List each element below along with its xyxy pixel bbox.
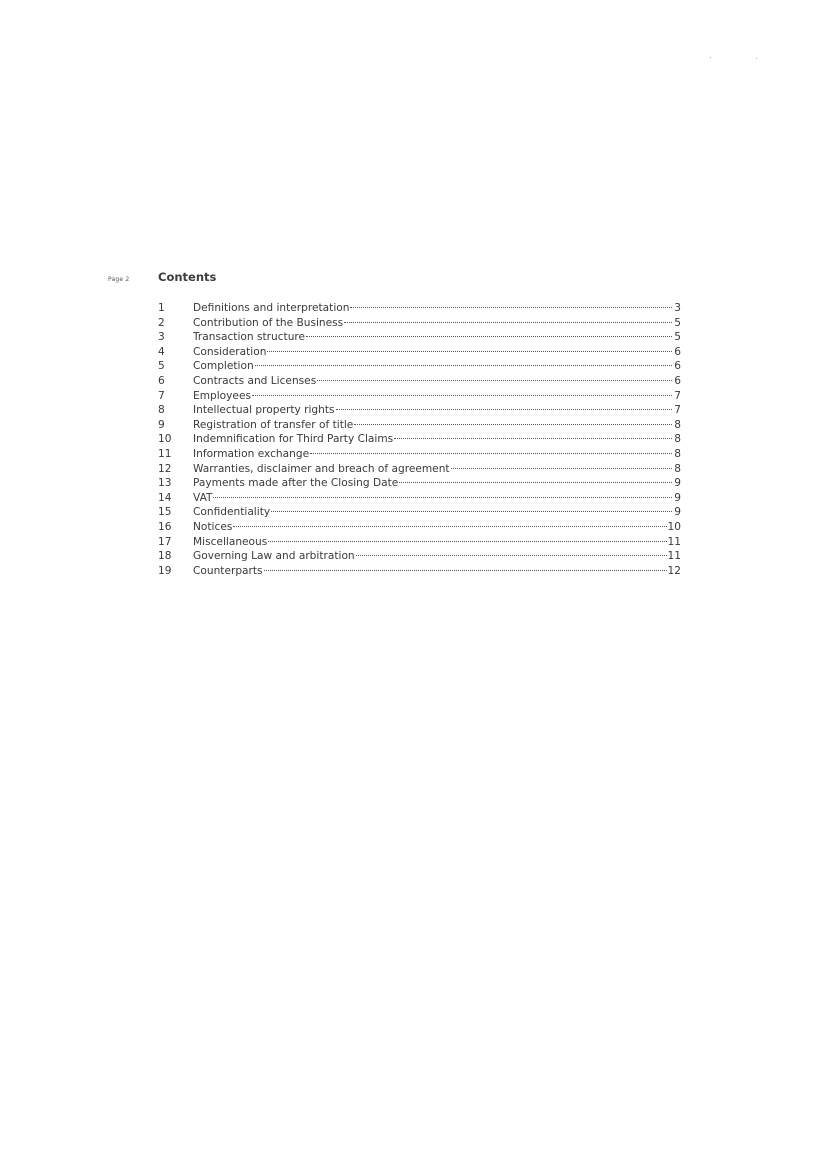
toc-entry-page: 9 (674, 491, 681, 504)
toc-entry-number: 11 (158, 447, 172, 460)
toc-entry-title: Intellectual property rights (193, 404, 335, 417)
toc-entry-page: 11 (667, 535, 681, 548)
toc-entry-title: Transaction structure (193, 331, 306, 344)
toc-entry-number: 13 (158, 477, 172, 490)
toc-entry-title: Registration of transfer of title (193, 418, 354, 431)
toc-entry (158, 462, 681, 477)
toc-entry (158, 564, 681, 579)
contents-heading: Contents (158, 270, 217, 284)
toc-entry (158, 549, 681, 564)
toc-entry-page: 5 (674, 316, 681, 329)
toc-entry-number: 14 (158, 491, 172, 504)
toc-entry-page: 12 (667, 564, 681, 577)
toc-entry-page: 10 (667, 520, 681, 533)
toc-entry (158, 345, 681, 360)
toc-entry-number: 3 (158, 331, 165, 344)
toc-entry-title: Warranties, disclaimer and breach of agreement (193, 462, 450, 475)
toc-entry (158, 359, 681, 374)
toc-entry (158, 447, 681, 462)
toc-entry-number: 6 (158, 374, 165, 387)
toc-entry (158, 505, 681, 520)
toc-entry-title: Consideration (193, 345, 267, 358)
toc-entry-title: Confidentiality (193, 506, 271, 519)
toc-entry-number: 10 (158, 433, 172, 446)
toc-entry-page: 5 (674, 331, 681, 344)
toc-entry-number: 2 (158, 316, 165, 329)
toc-dot-leader (306, 336, 672, 337)
table-of-contents (158, 301, 681, 578)
toc-dot-leader (394, 438, 672, 439)
toc-entry (158, 535, 681, 550)
toc-dot-leader (252, 395, 672, 396)
toc-entry-number: 8 (158, 404, 165, 417)
toc-entry-title: Contribution of the Business (193, 316, 344, 329)
toc-entry-title: Payments made after the Closing Date (193, 477, 399, 490)
toc-entry-title: Contracts and Licenses (193, 374, 317, 387)
toc-entry (158, 520, 681, 535)
toc-dot-leader (233, 526, 666, 527)
toc-entry (158, 389, 681, 404)
toc-entry-number: 18 (158, 550, 172, 563)
toc-entry (158, 476, 681, 491)
toc-entry-title: Information exchange (193, 447, 310, 460)
toc-dot-leader (344, 322, 672, 323)
toc-dot-leader (336, 409, 672, 410)
toc-entry-page: 6 (674, 374, 681, 387)
scan-speck (756, 58, 757, 59)
toc-dot-leader (255, 365, 672, 366)
toc-dot-leader (317, 380, 672, 381)
toc-entry-title: Notices (193, 520, 233, 533)
toc-dot-leader (451, 468, 672, 469)
toc-entry-page: 3 (674, 302, 681, 314)
toc-entry-number: 15 (158, 506, 172, 519)
toc-entry-page: 9 (674, 477, 681, 490)
toc-dot-leader (350, 307, 672, 308)
toc-entry-page: 8 (674, 462, 681, 475)
toc-entry-number: 1 (158, 302, 165, 314)
toc-entry-number: 16 (158, 520, 172, 533)
scan-speck (710, 57, 711, 58)
toc-dot-leader (399, 482, 672, 483)
toc-entry-number: 12 (158, 462, 172, 475)
toc-entry (158, 418, 681, 433)
toc-entry-title: VAT (193, 491, 213, 504)
toc-entry-number: 9 (158, 418, 165, 431)
toc-entry (158, 374, 681, 389)
toc-entry-page: 8 (674, 447, 681, 460)
toc-entry-number: 7 (158, 389, 165, 402)
toc-entry-title: Miscellaneous (193, 535, 268, 548)
toc-dot-leader (354, 424, 672, 425)
toc-dot-leader (271, 511, 672, 512)
toc-entry-page: 7 (674, 404, 681, 417)
toc-entry-number: 17 (158, 535, 172, 548)
toc-dot-leader (268, 541, 666, 542)
toc-entry-page: 8 (674, 418, 681, 431)
toc-entry (158, 403, 681, 418)
toc-entry-page: 6 (674, 360, 681, 373)
page-number-label: Page 2 (108, 276, 130, 283)
toc-dot-leader (264, 570, 667, 571)
toc-dot-leader (267, 351, 672, 352)
toc-entry-title: Counterparts (193, 564, 263, 577)
toc-entry (158, 316, 681, 331)
toc-entry-title: Employees (193, 389, 251, 402)
toc-entry-page: 9 (674, 506, 681, 519)
toc-entry-title: Completion (193, 360, 254, 373)
toc-entry-title: Indemnification for Third Party Claims (193, 433, 394, 446)
toc-entry-number: 4 (158, 345, 165, 358)
toc-entry (158, 432, 681, 447)
toc-entry (158, 491, 681, 506)
toc-entry (158, 330, 681, 345)
toc-entry-number: 5 (158, 360, 165, 373)
toc-dot-leader (356, 555, 667, 556)
toc-entry-page: 8 (674, 433, 681, 446)
toc-entry (158, 301, 681, 316)
toc-entry-title: Definitions and interpretation (193, 302, 350, 314)
toc-entry-number: 19 (158, 564, 172, 577)
toc-entry-page: 11 (667, 550, 681, 563)
toc-dot-leader (213, 497, 672, 498)
toc-entry-page: 7 (674, 389, 681, 402)
toc-entry-page: 6 (674, 345, 681, 358)
toc-dot-leader (310, 453, 672, 454)
toc-entry-title: Governing Law and arbitration (193, 550, 355, 563)
